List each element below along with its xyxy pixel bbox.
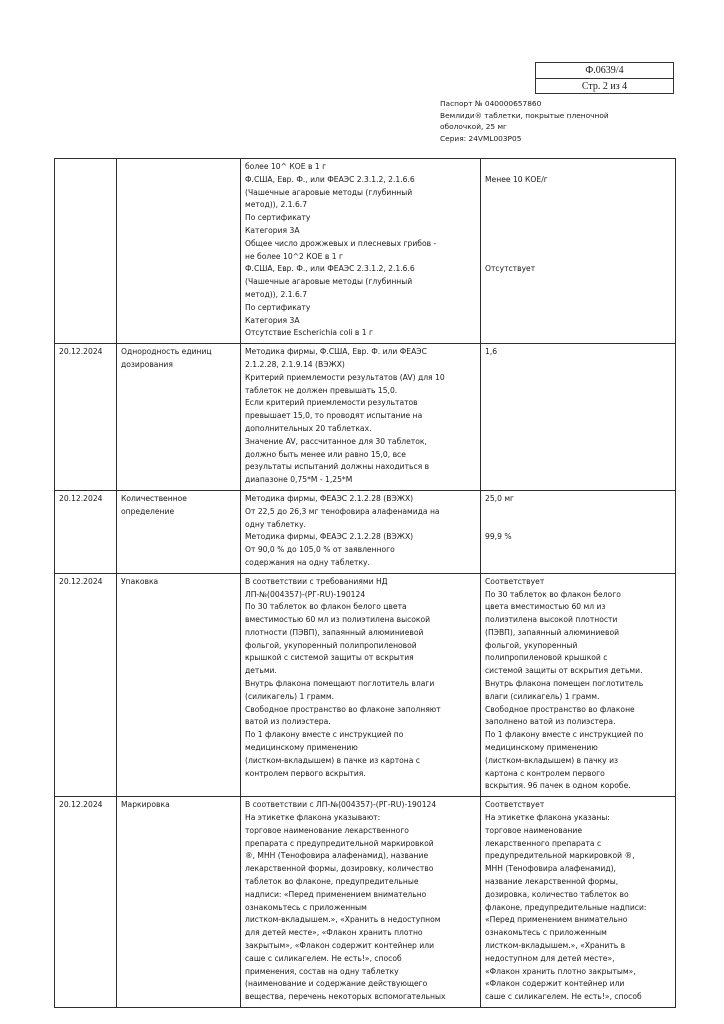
text-line: Внутрь флакона помещают поглотитель влаги xyxy=(245,679,435,689)
text-line: превышает 15,0, то проводят испытание на xyxy=(245,411,423,421)
result-line: Менее 10 КОЕ/г xyxy=(485,174,548,184)
text-line: саше с силикагелем. Не есть!», способ xyxy=(245,953,402,963)
table-row xyxy=(55,573,676,797)
result-line: Соответствует xyxy=(485,800,545,810)
result-line: саше с силикагелем. Не есть!», способ xyxy=(485,992,642,1002)
result-line: По 1 флакону вместе с инструкцией по xyxy=(485,730,644,740)
text-line: Ф.США, Евр. Ф., или ФЕАЭС 2.3.1.2, 2.1.6.6 xyxy=(245,174,415,184)
text-line: Свободное пространство во флаконе заполняют xyxy=(245,704,441,714)
text-line: метод)), 2.1.6.7 xyxy=(245,200,308,210)
text-line: надписи: «Перед применением внимательно xyxy=(245,889,427,899)
date-cell xyxy=(55,490,117,573)
test-date: 20.12.2024 xyxy=(59,493,103,503)
text-line: В соответствии с ЛП-№(004357)-(РГ-RU)-190124 xyxy=(245,800,437,810)
text-line: фольгой, укупоренный полипропиленовой xyxy=(245,640,417,650)
text-line: метод)), 2.1.6.7 xyxy=(245,289,308,299)
requirement-cell xyxy=(241,344,481,491)
text-line: ®, МНН (Тенофовира алафенамид), название xyxy=(245,851,429,861)
date-cell xyxy=(55,344,117,491)
text-line: диапазоне 0,75*М - 1,25*М xyxy=(245,475,353,485)
text-line: На этикетке флакона указывают: xyxy=(245,813,381,823)
test-date: 20.12.2024 xyxy=(59,800,103,810)
text-line: торговое наименование лекарственного xyxy=(245,825,409,835)
product-name: Вемлиди® таблетки, покрытые пленочной xyxy=(440,110,609,120)
text-line: таблеток во флаконе, предупредительные xyxy=(245,877,419,887)
text-line: лекарственной формы, дозировку, количество xyxy=(245,864,434,874)
result-line: предупредительной маркировкой ®, xyxy=(485,851,635,861)
text-line: Категория 3А xyxy=(245,315,300,325)
text-line: контролем первого вскрытия. xyxy=(245,768,366,778)
text-line: результаты испытаний должны находиться в xyxy=(245,462,430,472)
result-line: листком-вкладышем.», «Хранить в xyxy=(485,941,626,951)
test-date: 20.12.2024 xyxy=(59,347,103,357)
result-line: дозировка, количество таблеток во xyxy=(485,889,629,899)
date-cell xyxy=(55,159,117,344)
test-name-cell xyxy=(117,573,241,797)
result-line: фольгой, укупоренный xyxy=(485,640,578,650)
text-line: По сертификату xyxy=(245,302,311,312)
result-line: Внутрь флакона помещен поглотитель xyxy=(485,679,644,689)
text-line: В соответствии с требованиями НД xyxy=(245,576,388,586)
result-line: заполнено ватой из полиэстера. xyxy=(485,717,616,727)
product-name-cont: оболочкой, 25 мг xyxy=(440,122,507,132)
result-line: лекарственного препарата с xyxy=(485,838,602,848)
result-line: Отсутствует xyxy=(485,264,536,274)
test-name-cell xyxy=(117,490,241,573)
test-name: дозирования xyxy=(121,359,173,369)
date-cell xyxy=(55,797,117,1008)
result-line: недоступном для детей месте», xyxy=(485,953,615,963)
result-cell xyxy=(481,797,676,1008)
text-line: дополнительных 20 таблетках. xyxy=(245,423,372,433)
text-line: Ф.США, Евр. Ф., или ФЕАЭС 2.3.1.2, 2.1.6.6 xyxy=(245,264,415,274)
text-line: более 10^ КОЕ в 1 г xyxy=(245,162,327,171)
result-line: торговое наименование xyxy=(485,825,582,835)
result-line: влаги (силикагель) 1 грамм. xyxy=(485,691,600,701)
result-cell xyxy=(481,573,676,797)
test-name: Количественное xyxy=(121,493,187,503)
result-line: «Флакон содержит контейнер или xyxy=(485,979,625,989)
text-line: От 22,5 до 26,3 мг тенофовира алафенамида на xyxy=(245,506,440,516)
text-line: листком-вкладышем.», «Хранить в недоступном xyxy=(245,915,441,925)
text-line: плотности (ПЭВП), запаянный алюминиевой xyxy=(245,627,424,637)
text-line: По сертификату xyxy=(245,213,311,223)
text-line: (Чашечные агаровые методы (глубинный xyxy=(245,277,413,287)
result-line: На этикетке флакона указаны: xyxy=(485,813,610,823)
requirement-cell xyxy=(241,159,481,344)
text-line: для детей месте», «Флакон хранить плотно xyxy=(245,928,423,938)
table-row xyxy=(55,490,676,573)
result-line: флаконе, предупредительные надписи: xyxy=(485,902,647,912)
text-line: 2.1.2.28, 2.1.9.14 (ВЭЖХ) xyxy=(245,359,345,369)
test-name-cell xyxy=(117,797,241,1008)
text-line: По 1 флакону вместе с инструкцией по xyxy=(245,730,404,740)
text-line: Значение AV, рассчитанное для 30 таблеток, xyxy=(245,436,427,446)
test-date: 20.12.2024 xyxy=(59,576,103,586)
text-line: ватой из полиэстера. xyxy=(245,717,331,727)
form-number-box xyxy=(535,62,674,94)
text-line: одну таблетку. xyxy=(245,519,306,529)
text-line: крышкой с системой защиты от вскрытия xyxy=(245,653,414,663)
result-line: картона с контролем первого xyxy=(485,768,605,778)
text-line: содержания на одну таблетку. xyxy=(245,557,370,567)
result-line: медицинскому применению xyxy=(485,743,598,753)
text-line: Методика фирмы, ФЕАЭС 2.1.2.28 (ВЭЖХ) xyxy=(245,532,414,542)
date-cell xyxy=(55,573,117,797)
text-line: По 30 таблеток во флакон белого цвета xyxy=(245,602,407,612)
result-line: Соответствует xyxy=(485,576,545,586)
test-name: Однородность единиц xyxy=(121,347,212,357)
text-line: применения, состав на одну таблетку xyxy=(245,966,399,976)
text-line: должно быть менее или равно 15,0, все xyxy=(245,449,406,459)
result-line: По 30 таблеток во флакон белого xyxy=(485,589,621,599)
table-row xyxy=(55,797,676,1008)
result-cell xyxy=(481,490,676,573)
text-line: закрытым», «Флакон содержит контейнер или xyxy=(245,941,435,951)
result-line: 25,0 мг xyxy=(485,493,515,503)
text-line: (Чашечные агаровые методы (глубинный xyxy=(245,187,413,197)
result-line: (ПЭВП), запаянный алюминиевой xyxy=(485,627,620,637)
result-line: полипропиленовой крышкой с xyxy=(485,653,608,663)
requirement-cell xyxy=(241,573,481,797)
result-line: 99,9 % xyxy=(485,532,512,542)
text-line: препарата с предупредительной маркировкой xyxy=(245,838,434,848)
result-line: системой защиты от вскрытия детьми. xyxy=(485,666,643,676)
test-name: Маркировка xyxy=(121,800,170,810)
result-line: «Флакон хранить плотно закрытым», xyxy=(485,966,636,976)
text-line: не более 10^2 КОЕ в 1 г xyxy=(245,251,343,261)
table-row xyxy=(55,159,676,344)
text-line: От 90,0 % до 105,0 % от заявленного xyxy=(245,545,395,555)
text-line: ЛП-№(004357)-(РГ-RU)-190124 xyxy=(245,589,366,599)
result-cell xyxy=(481,159,676,344)
result-line: цвета вместимостью 60 мл из xyxy=(485,602,606,612)
text-line: детьми. xyxy=(245,666,277,676)
text-line: таблеток не должен превышать 15,0. xyxy=(245,385,398,395)
test-name-cell xyxy=(117,344,241,491)
result-line: ознакомьтесь с приложенным xyxy=(485,928,607,938)
text-line: Методика фирмы, Ф.США, Евр. Ф. или ФЕАЭС xyxy=(245,347,427,357)
result-line: МНН (Тенофовира алафенамид), xyxy=(485,864,616,874)
table-row xyxy=(55,344,676,491)
text-line: ознакомьтесь с приложенным xyxy=(245,902,367,912)
passport-number: Паспорт № 040000657860 xyxy=(440,99,542,108)
text-line: медицинскому применению xyxy=(245,743,358,753)
requirement-cell xyxy=(241,797,481,1008)
result-line: «Перед применением внимательно xyxy=(485,915,628,925)
text-line: (силикагель) 1 грамм. xyxy=(245,691,335,701)
result-line: 1,6 xyxy=(485,347,498,357)
text-line: Критерий приемлемости результатов (AV) для 10 xyxy=(245,372,445,382)
form-code: Ф.0639/4 xyxy=(585,65,624,76)
text-line: Общее число дрожжевых и плесневых грибов - xyxy=(245,238,437,248)
passport-header xyxy=(440,98,710,144)
text-line: (наименование и содержание действующего xyxy=(245,979,428,989)
text-line: Методика фирмы, ФЕАЭС 2.1.2.28 (ВЭЖХ) xyxy=(245,493,414,503)
test-results-table xyxy=(54,158,676,1008)
result-cell xyxy=(481,344,676,491)
result-line: вскрытия. 96 пачек в одном коробе. xyxy=(485,781,631,791)
text-line: Категория 3А xyxy=(245,225,300,235)
text-line: Если критерий приемлемости результатов xyxy=(245,398,418,408)
test-name-cell xyxy=(117,159,241,344)
text-line: Отсутствие Escherichia coli в 1 г xyxy=(245,328,373,338)
result-line: (листком-вкладышем) в пачку из xyxy=(485,755,619,765)
requirement-cell xyxy=(241,490,481,573)
page-indicator: Стр. 2 из 4 xyxy=(536,78,673,94)
batch-number: Серия: 24VML003P05 xyxy=(440,133,522,143)
test-name: определение xyxy=(121,506,175,516)
text-line: вместимостью 60 мл из полиэтилена высокой xyxy=(245,615,431,625)
text-line: вещества, перечень некоторых вспомогательных xyxy=(245,992,446,1002)
text-line: (листком-вкладышем) в пачке из картона с xyxy=(245,755,420,765)
result-line: полиэтилена высокой плотности xyxy=(485,615,618,625)
result-line: Свободное пространство во флаконе xyxy=(485,704,635,714)
test-name: Упаковка xyxy=(121,576,159,586)
result-line: название лекарственной формы, xyxy=(485,877,619,887)
